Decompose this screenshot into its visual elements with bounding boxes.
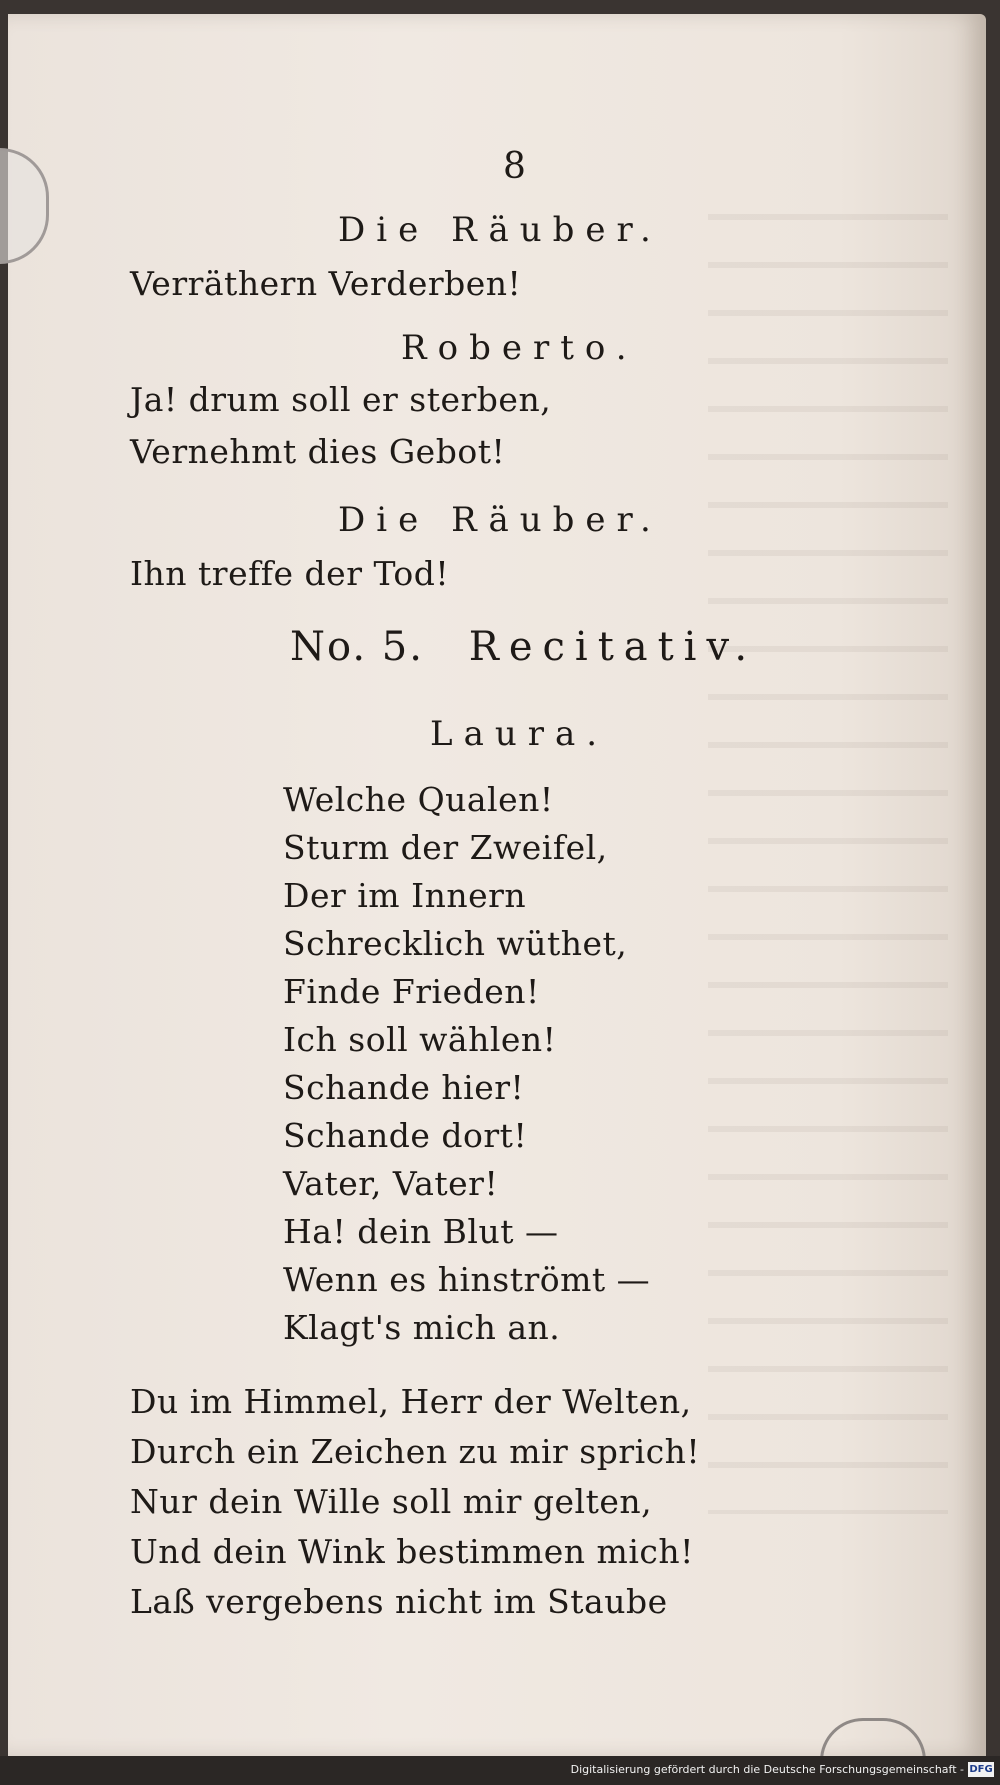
section-number: No. 5. bbox=[290, 624, 424, 670]
speaker-die-raeuber: Die Räuber. bbox=[338, 210, 662, 250]
verse-line: Ja! drum soll er sterben, bbox=[130, 380, 552, 419]
verse-line: Ha! dein Blut — bbox=[283, 1212, 559, 1251]
verse-line: Und dein Wink bestimmen mich! bbox=[130, 1532, 694, 1571]
verse-line: Schrecklich wüthet, bbox=[283, 924, 628, 963]
verse-line: Der im Innern bbox=[283, 876, 527, 915]
verse-line: Klagt's mich an. bbox=[283, 1308, 561, 1347]
digitization-footer bbox=[0, 1756, 1000, 1785]
verse-line: Ich soll wählen! bbox=[283, 1020, 557, 1059]
show-through-texture bbox=[708, 214, 948, 1514]
speaker-roberto: Roberto. bbox=[401, 328, 638, 368]
verse-line: Durch ein Zeichen zu mir sprich! bbox=[130, 1432, 701, 1471]
verse-line: Vernehmt dies Gebot! bbox=[130, 432, 506, 471]
verse-line: Vater, Vater! bbox=[283, 1164, 499, 1203]
verse-line: Verräthern Verderben! bbox=[130, 264, 522, 303]
section-title: Recitativ. bbox=[468, 624, 758, 670]
verse-line: Ihn treffe der Tod! bbox=[130, 554, 450, 593]
verse-line: Welche Qualen! bbox=[283, 780, 554, 819]
verse-line: Nur dein Wille soll mir gelten, bbox=[130, 1482, 653, 1521]
verse-line: Schande dort! bbox=[283, 1116, 528, 1155]
page-number: 8 bbox=[503, 146, 526, 187]
verse-line: Schande hier! bbox=[283, 1068, 525, 1107]
dfg-logo: DFG bbox=[969, 1764, 993, 1775]
verse-line: Du im Himmel, Herr der Welten, bbox=[130, 1382, 692, 1421]
verse-line: Laß vergebens nicht im Staube bbox=[130, 1582, 668, 1621]
verse-line: Sturm der Zweifel, bbox=[283, 828, 608, 867]
verse-line: Wenn es hinströmt — bbox=[283, 1260, 651, 1299]
section-heading bbox=[290, 624, 757, 670]
footer-credit: Digitalisierung gefördert durch die Deutsche Forschungsgemeinschaft - bbox=[570, 1763, 964, 1776]
book-page bbox=[8, 14, 986, 1756]
speaker-laura: Laura. bbox=[430, 714, 609, 754]
verse-line: Finde Frieden! bbox=[283, 972, 540, 1011]
speaker-die-raeuber: Die Räuber. bbox=[338, 500, 662, 540]
